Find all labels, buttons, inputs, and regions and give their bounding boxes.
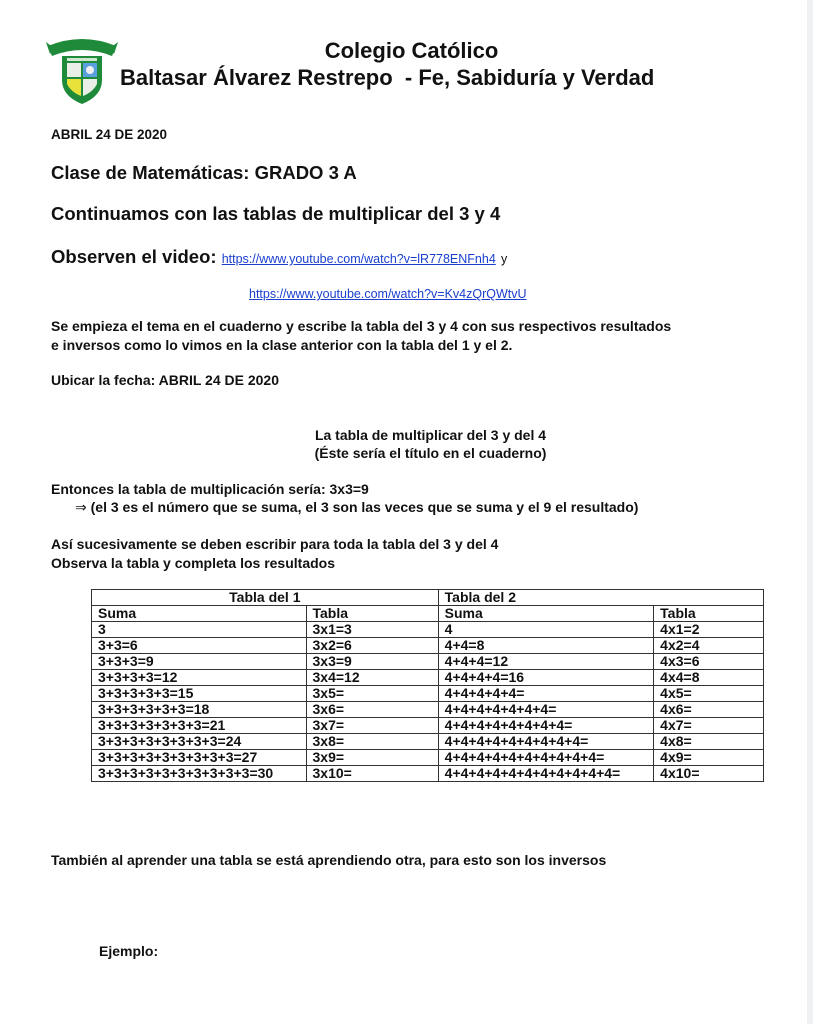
table-cell: 4x7= xyxy=(654,718,764,734)
table-cell: 3 xyxy=(92,622,307,638)
table-cell: 4x5= xyxy=(654,686,764,702)
continue-instructions: Así sucesivamente se deben escribir para toda la tabla del 3 y del 4 Observa la tabla y completa los resultados xyxy=(51,536,499,571)
table-cell: 3x5= xyxy=(306,686,438,702)
group-header-tabla-2: Tabla del 2 xyxy=(438,590,763,606)
table-cell: 4x4=8 xyxy=(654,670,764,686)
inverse-note: También al aprender una tabla se está aprendiendo otra, para esto son los inversos xyxy=(51,852,607,868)
table-cell: 3+3+3+3+3+3+3+3+3+3=30 xyxy=(92,766,307,782)
table-row xyxy=(92,718,764,734)
table-cell: 4+4+4+4+4+4+4+4+4+4= xyxy=(438,750,654,766)
table-cell: 3+3+3+3+3+3+3=21 xyxy=(92,718,307,734)
example-label: Ejemplo: xyxy=(99,943,159,959)
video-line xyxy=(51,246,507,268)
table-cell: 4+4+4+4+4+4+4= xyxy=(438,702,654,718)
column-header: Tabla xyxy=(654,606,764,622)
arrow-right-icon: ⇒ xyxy=(75,499,87,515)
column-header: Suma xyxy=(438,606,654,622)
school-motto: Baltasar Álvarez Restrepo - Fe, Sabiduría y Verdad xyxy=(120,65,655,90)
table-cell: 4x9= xyxy=(654,750,764,766)
table-cell: 3+3+3+3+3+3+3+3+3=27 xyxy=(92,750,307,766)
table-row xyxy=(92,638,764,654)
table-row xyxy=(92,654,764,670)
table-cell: 4x8= xyxy=(654,734,764,750)
table-header-row xyxy=(92,606,764,622)
table-cell: 3x1=3 xyxy=(306,622,438,638)
table-cell: 4x2=4 xyxy=(654,638,764,654)
table-cell: 4+4+4+4=16 xyxy=(438,670,654,686)
table-row xyxy=(92,622,764,638)
document-date: ABRIL 24 DE 2020 xyxy=(51,127,168,142)
table-cell: 4+4=8 xyxy=(438,638,654,654)
table-row xyxy=(92,702,764,718)
table-cell: 3+3+3+3+3=15 xyxy=(92,686,307,702)
table-cell: 3x2=6 xyxy=(306,638,438,654)
table-cell: 4x10= xyxy=(654,766,764,782)
table-cell: 4+4+4=12 xyxy=(438,654,654,670)
table-group-header-row xyxy=(92,590,764,606)
date-instruction: Ubicar la fecha: ABRIL 24 DE 2020 xyxy=(51,372,279,388)
table-row xyxy=(92,686,764,702)
example-line: Entonces la tabla de multiplicación sería: 3x3=9 xyxy=(51,481,369,497)
table-cell: 3x7= xyxy=(306,718,438,734)
table-cell: 3x10= xyxy=(306,766,438,782)
table-cell: 3x3=9 xyxy=(306,654,438,670)
table-cell: 4x1=2 xyxy=(654,622,764,638)
video-label: Observen el video: xyxy=(51,246,217,267)
column-header: Tabla xyxy=(306,606,438,622)
column-header: Suma xyxy=(92,606,307,622)
table-cell: 3+3+3+3+3+3+3+3=24 xyxy=(92,734,307,750)
scrollbar[interactable] xyxy=(807,0,813,1024)
table-cell: 4+4+4+4+4= xyxy=(438,686,654,702)
table-cell: 3+3=6 xyxy=(92,638,307,654)
video-link-1[interactable]: https://www.youtube.com/watch?v=lR778ENFnh4 xyxy=(221,252,496,266)
table-cell: 3+3+3=9 xyxy=(92,654,307,670)
group-header-tabla-1: Tabla del 1 xyxy=(92,590,439,606)
multiplication-table xyxy=(91,589,764,782)
table-cell: 4 xyxy=(438,622,654,638)
table-row xyxy=(92,750,764,766)
table-cell: 4+4+4+4+4+4+4+4+4= xyxy=(438,734,654,750)
table-cell: 4x6= xyxy=(654,702,764,718)
class-title: Clase de Matemáticas: GRADO 3 A xyxy=(51,162,357,183)
instructions-paragraph: Se empieza el tema en el cuaderno y escribe la tabla del 3 y 4 con sus respectivos resultados e inversos como lo vimos en la clase anterior con la tabla del 1 y el 2. xyxy=(51,318,672,353)
table-cell: 4x3=6 xyxy=(654,654,764,670)
table-cell: 3x8= xyxy=(306,734,438,750)
table-cell: 3+3+3+3=12 xyxy=(92,670,307,686)
table-cell: 4+4+4+4+4+4+4+4= xyxy=(438,718,654,734)
table-cell: 3x6= xyxy=(306,702,438,718)
link-separator: y xyxy=(500,252,508,266)
example-explanation: ⇒ (el 3 es el número que se suma, el 3 son las veces que se suma y el 9 el resultado) xyxy=(75,499,639,515)
table-cell: 4+4+4+4+4+4+4+4+4+4+4= xyxy=(438,766,654,782)
notebook-title: La tabla de multiplicar del 3 y del 4 (Éste sería el título en el cuaderno) xyxy=(314,427,547,461)
lesson-subtitle: Continuamos con las tablas de multiplicar del 3 y 4 xyxy=(51,203,501,224)
table-cell: 3x4=12 xyxy=(306,670,438,686)
table-cell: 3+3+3+3+3+3=18 xyxy=(92,702,307,718)
table-row xyxy=(92,734,764,750)
school-name: Colegio Católico xyxy=(324,38,499,63)
video-link-2[interactable]: https://www.youtube.com/watch?v=Kv4zQrQWtvU xyxy=(249,287,527,301)
table-row xyxy=(92,670,764,686)
table-cell: 3x9= xyxy=(306,750,438,766)
table-row xyxy=(92,766,764,782)
